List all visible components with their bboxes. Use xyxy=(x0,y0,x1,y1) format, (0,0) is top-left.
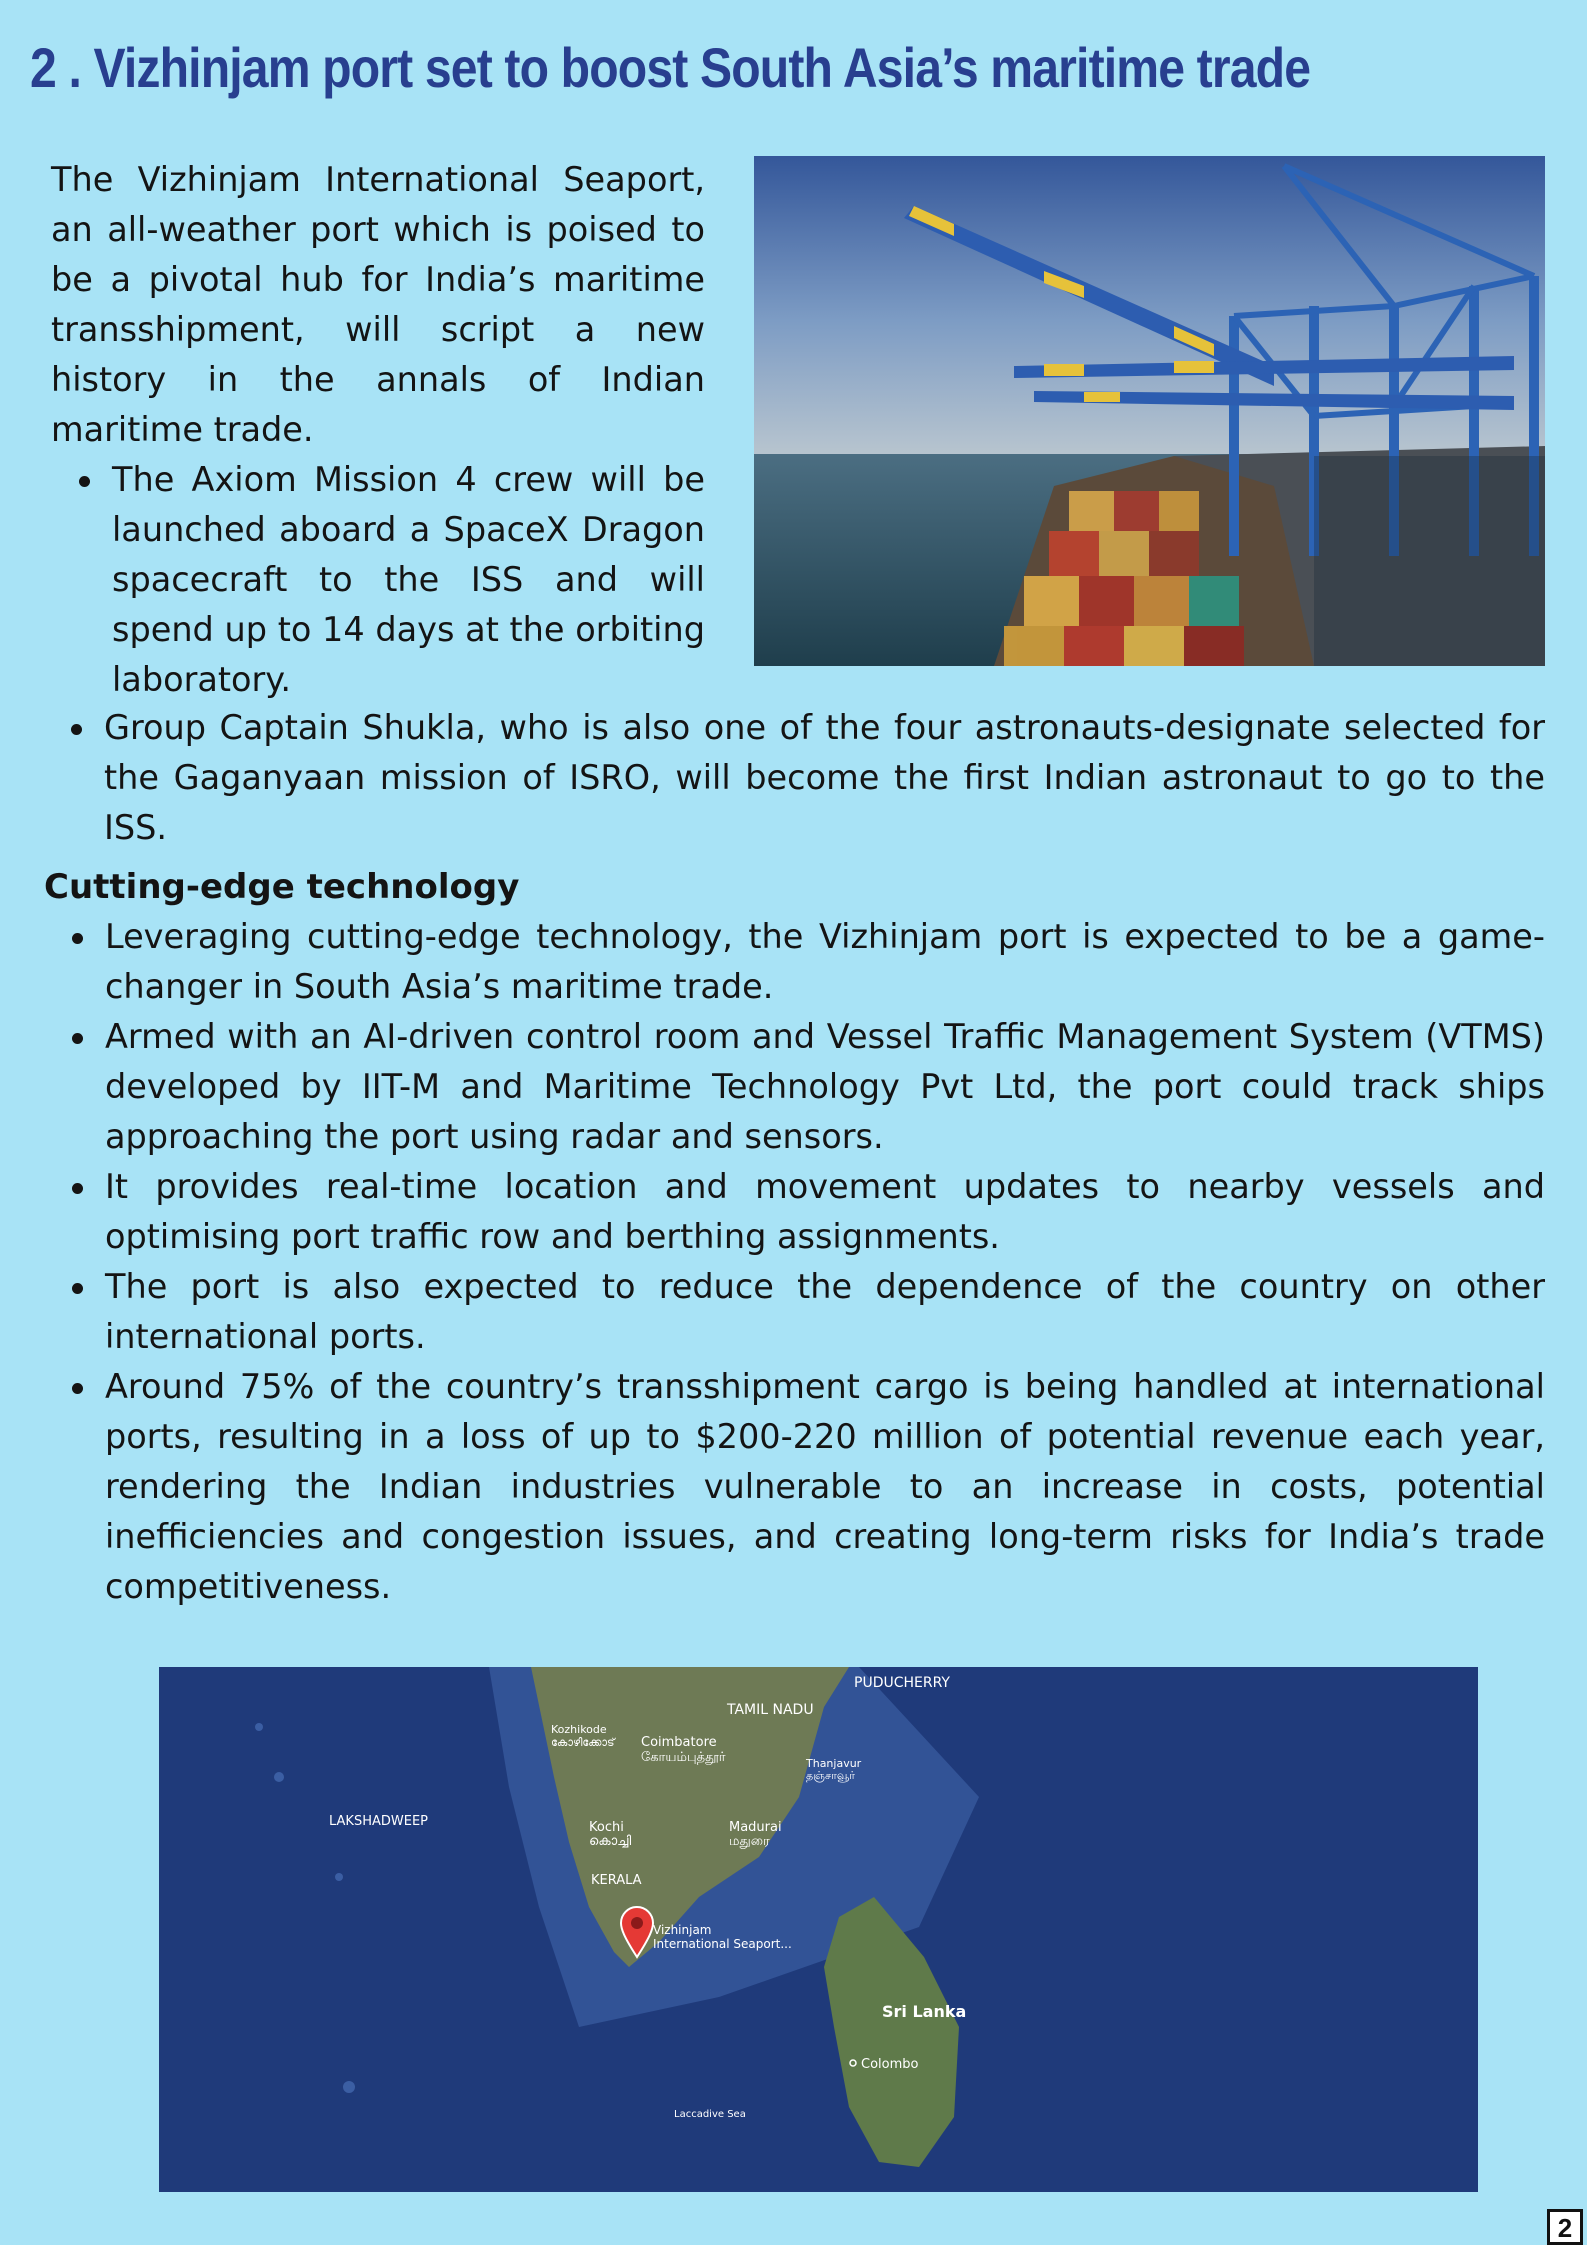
map-label-madurai-local: மதுரை xyxy=(729,1834,770,1849)
map-label-colombo: Colombo xyxy=(861,2057,919,2072)
map-label-kerala: KERALA xyxy=(591,1873,642,1888)
map-label-kochi: Kochi xyxy=(589,1820,624,1835)
map-label-coimbatore: Coimbatore xyxy=(641,1735,717,1750)
section-heading: Cutting-edge technology xyxy=(44,867,520,907)
map-south-india xyxy=(159,1667,1478,2192)
map-label-lakshadweep: LAKSHADWEEP xyxy=(329,1814,429,1829)
map-label-kochi-local: കൊച്ചി xyxy=(589,1834,632,1849)
bullet-list-second xyxy=(104,703,1545,853)
map-label-laccadive-sea: Laccadive Sea xyxy=(674,2109,746,2120)
map-label-kozhikode-local: കോഴിക്കോട് xyxy=(551,1736,615,1749)
map-label-madurai: Madurai xyxy=(729,1820,782,1835)
bullet-item: It provides real-time location and movement updates to nearby vessels and optimising port traffic row and berthing assignments. xyxy=(105,1162,1545,1262)
article-title: 2 . Vizhinjam port set to boost South Asia’s maritime trade xyxy=(30,36,1311,99)
bullet-list-tech xyxy=(105,912,1545,1612)
bullet-list-first xyxy=(112,455,705,705)
intro-paragraph: The Vizhinjam International Seaport, an all-weather port which is poised to be a pivotal hub for India’s maritime transshipment, will script a new history in the annals of Indian maritime trade. xyxy=(51,160,705,449)
bullet-item: Leveraging cutting-edge technology, the Vizhinjam port is expected to be a game-changer in South Asia’s maritime trade. xyxy=(105,912,1545,1012)
bullet-item: Armed with an AI-driven control room and Vessel Traffic Management System (VTMS) developed by IIT-M and Maritime Technology Pvt Ltd, the port could track ships approaching the port using radar and sensors. xyxy=(105,1012,1545,1162)
bullet-item: The Axiom Mission 4 crew will be launched aboard a SpaceX Dragon spacecraft to the ISS and will spend up to 14 days at the orbiting laboratory. xyxy=(112,455,705,705)
map-label-port-name: Vizhinjam xyxy=(653,1923,712,1937)
page-number: 2 xyxy=(1547,2209,1583,2245)
map-label-port-name-2: International Seaport... xyxy=(653,1937,792,1951)
bullet-item: Around 75% of the country’s transshipment cargo is being handled at international ports, resulting in a loss of up to $200-220 million of potential revenue each year, rendering the Indian industries vulnerable to an increase in costs, potential inefficiencies and congestion issues, and creating long-term risks for India’s trade competitiveness. xyxy=(105,1362,1545,1612)
map-label-thanjavur-local: தஞ்சாவூர் xyxy=(806,1769,855,1782)
map-label-puducherry: PUDUCHERRY xyxy=(854,1675,950,1691)
map-label-kozhikode: Kozhikode xyxy=(551,1723,607,1736)
map-label-sri-lanka: Sri Lanka xyxy=(882,2002,967,2021)
container-port-photo xyxy=(754,156,1545,666)
bullet-item: The port is also expected to reduce the dependence of the country on other international ports. xyxy=(105,1262,1545,1362)
map-label-thanjavur: Thanjavur xyxy=(806,1757,862,1770)
map-label-coimbatore-local: கோயம்புத்தூர் xyxy=(641,1750,726,1765)
map-label-tamil-nadu: TAMIL NADU xyxy=(727,1702,814,1718)
bullet-item: Group Captain Shukla, who is also one of the four astronauts-designate selected for the Gaganyaan mission of ISRO, will become the first Indian astronaut to go to the ISS. xyxy=(104,703,1545,853)
